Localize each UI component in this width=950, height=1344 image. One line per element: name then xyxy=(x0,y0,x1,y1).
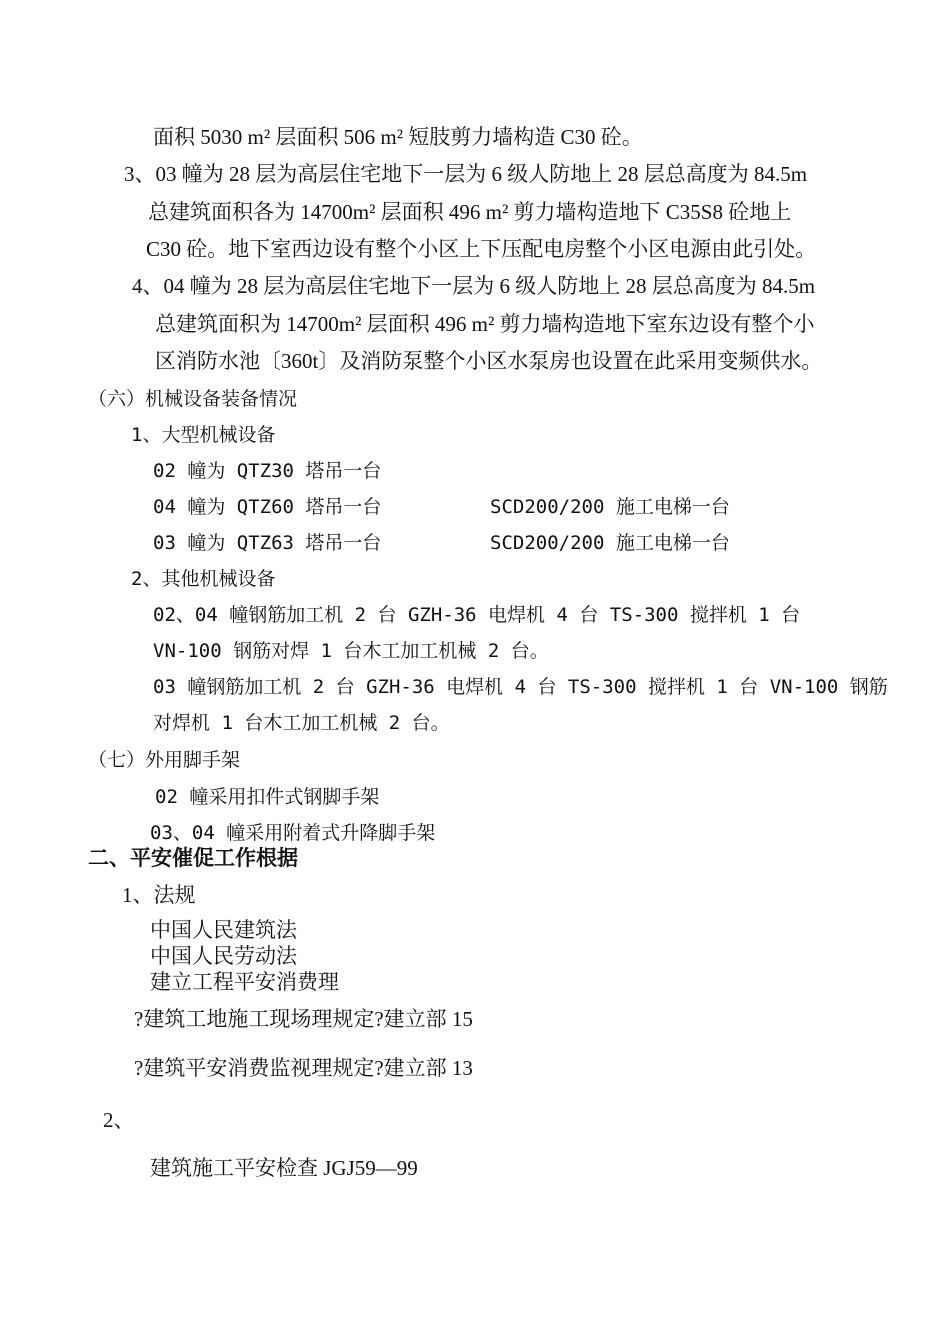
regulation-site: ?建筑工地施工现场理规定?建立部 15 xyxy=(134,1007,473,1031)
elevator-04: SCD200/200 施工电梯一台 xyxy=(490,496,730,518)
regulation-supervision: ?建筑平安消费监视理规定?建立部 13 xyxy=(134,1056,473,1080)
other-equipment-line2: VN-100 钢筋对焊 1 台木工加工机械 2 台。 xyxy=(153,640,549,662)
other-equipment-title: 2、其他机械设备 xyxy=(131,568,276,590)
law-construction: 中国人民建筑法 xyxy=(150,918,297,942)
building4-line1: 4、04 幢为 28 层为高层住宅地下一层为 6 级人防地上 28 层总高度为 84.5m xyxy=(132,274,816,298)
section6-title: （六）机械设备装备情况 xyxy=(88,388,298,410)
section7-title: （七）外用脚手架 xyxy=(88,749,241,771)
scaffold-02: 02 幢采用扣件式钢脚手架 xyxy=(155,786,380,808)
other-equipment-line4: 对焊机 1 台木工加工机械 2 台。 xyxy=(153,712,450,734)
crane-02: 02 幢为 QTZ30 塔吊一台 xyxy=(153,460,382,482)
crane-03: 03 幢为 QTZ63 塔吊一台 xyxy=(153,532,382,554)
other-equipment-line3: 03 幢钢筋加工机 2 台 GZH-36 电焊机 4 台 TS-300 搅拌机 1 台 VN-100 钢筋 xyxy=(153,676,888,698)
part2-heading: 二、平安催促工作根据 xyxy=(88,846,298,870)
elevator-03: SCD200/200 施工电梯一台 xyxy=(490,532,730,554)
building4-line2: 总建筑面积为 14700m² 层面积 496 m² 剪力墙构造地下室东边设有整个小 xyxy=(155,312,815,336)
building3-line3: C30 砼。地下室西边设有整个小区上下压配电房整个小区电源由此引处。 xyxy=(146,237,817,261)
item-2-number: 2、 xyxy=(103,1108,135,1132)
building3-line2: 总建筑面积各为 14700m² 层面积 496 m² 剪力墙构造地下 C35S8 砼地上 xyxy=(148,200,792,224)
laws-title: 1、法规 xyxy=(122,883,196,907)
law-labor: 中国人民劳动法 xyxy=(150,944,297,968)
intro-line: 面积 5030 m² 层面积 506 m² 短肢剪力墙构造 C30 砼。 xyxy=(153,125,643,149)
law-engineering-safety: 建立工程平安消费理 xyxy=(150,970,339,994)
scaffold-03-04: 03、04 幢采用附着式升降脚手架 xyxy=(150,822,436,844)
crane-04: 04 幢为 QTZ60 塔吊一台 xyxy=(153,496,382,518)
large-equipment-title: 1、大型机械设备 xyxy=(131,424,276,446)
building4-line3: 区消防水池〔360t〕及消防泵整个小区水泵房也设置在此采用变频供水。 xyxy=(155,349,823,373)
building3-line1: 3、03 幢为 28 层为高层住宅地下一层为 6 级人防地上 28 层总高度为 84.5m xyxy=(124,162,808,186)
safety-inspection-standard: 建筑施工平安检查 JGJ59—99 xyxy=(150,1156,418,1180)
other-equipment-line1: 02、04 幢钢筋加工机 2 台 GZH-36 电焊机 4 台 TS-300 搅拌机 1 台 xyxy=(153,604,801,626)
